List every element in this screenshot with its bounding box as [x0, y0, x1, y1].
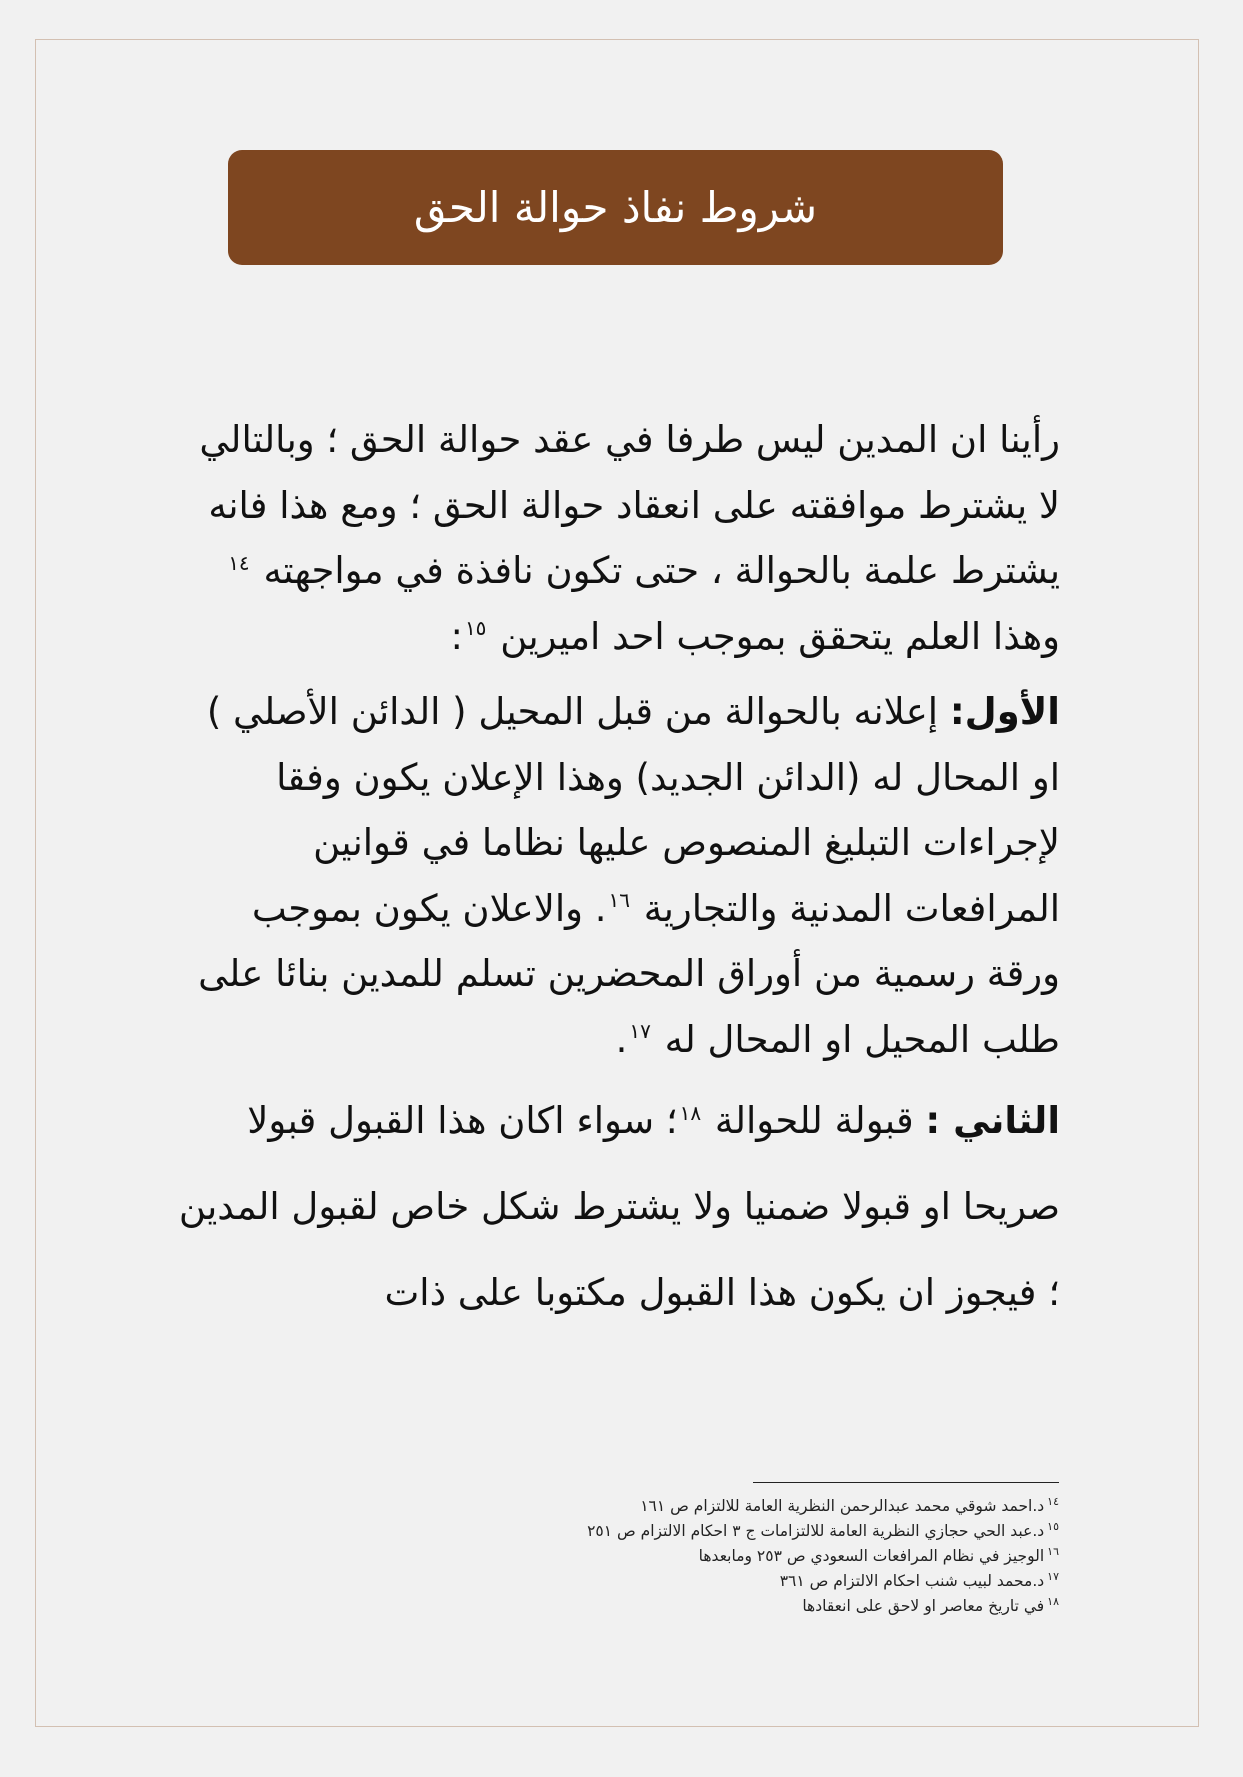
footnote-number: ١٤ [1047, 1494, 1059, 1508]
footnote-text: الوجيز في نظام المرافعات السعودي ص ٢٥٣ ومابعدها [698, 1547, 1045, 1565]
footnote-ref[interactable]: ١٥ [464, 616, 487, 641]
footnote-number: ١٨ [1047, 1594, 1059, 1608]
footnotes [440, 1494, 1059, 1619]
paragraph-first-condition [176, 679, 1060, 1072]
footnote-text: د.احمد شوقي محمد عبدالرحمن النظرية العامة للالتزام ص ١٦١ [640, 1497, 1045, 1515]
footnote [440, 1544, 1059, 1569]
footnote-text: د.محمد لبيب شنب احكام الالتزام ص ٣٦١ [779, 1572, 1045, 1590]
footnote-text: د.عبد الحي حجازي النظرية العامة للالتزامات ج ٣ احكام الالتزام ص ٢٥١ [587, 1522, 1045, 1540]
footnote [440, 1569, 1059, 1594]
paragraph-text: : [450, 614, 463, 658]
footnote [440, 1494, 1059, 1519]
paragraph-text: ؛ سواء اكان هذا القبول قبولا صريحا او قبولا ضمنيا ولا يشترط شكل خاص لقبول المدين ؛ فيجوز ان يكون هذا القبول مكتوبا على ذات [178, 1099, 1060, 1314]
paragraph-second-condition [176, 1078, 1060, 1336]
page-title: شروط نفاذ حوالة الحق [413, 183, 818, 232]
footnote-ref[interactable]: ١٤ [228, 550, 250, 575]
condition-heading: الأول: [949, 690, 1060, 733]
footnote-separator [753, 1482, 1059, 1483]
footnote-ref[interactable]: ١٧ [629, 1019, 651, 1044]
footnote-ref[interactable]: ١٦ [608, 888, 631, 913]
footnote-ref[interactable]: ١٨ [679, 1100, 702, 1125]
paragraph-text: إعلانه بالحوالة من قبل المحيل ( الدائن الأصلي ) او المحال له (الدائن الجديد) وهذا الإعلان يكون وفقا لإجراءات التبليغ المنصوص عليها نظاما في قوانين المرافعات المدنية والتجارية [206, 690, 1060, 930]
paragraph-intro [176, 407, 1060, 669]
paragraph-text: . والاعلان يكون بموجب ورقة رسمية من أوراق المحضرين تسلم للمدين بنائا على طلب المحيل او المحال له [198, 886, 1060, 1061]
footnote-number: ١٥ [1047, 1519, 1059, 1533]
footnote-number: ١٦ [1047, 1544, 1059, 1558]
paragraph-text: قبولة للحوالة [714, 1099, 914, 1142]
title-banner [228, 150, 1003, 265]
footnote-number: ١٧ [1047, 1569, 1059, 1583]
condition-heading: الثاني : [925, 1099, 1060, 1142]
paragraph-text: رأينا ان المدين ليس طرفا في عقد حوالة الحق ؛ وبالتالي لا يشترط موافقته على انعقاد حوالة الحق ؛ ومع هذا فانه يشترط علمة بالحوالة ، حتى تكون نافذة في مواجهته [199, 418, 1060, 592]
paragraph-text: . [615, 1017, 628, 1061]
paragraph-text: وهذا العلم يتحقق بموجب احد اميرين [500, 614, 1060, 658]
footnote [440, 1594, 1059, 1619]
footnote-text: في تاريخ معاصر او لاحق على انعقادها [802, 1597, 1045, 1615]
body-text [176, 407, 1060, 1336]
footnote [440, 1519, 1059, 1544]
